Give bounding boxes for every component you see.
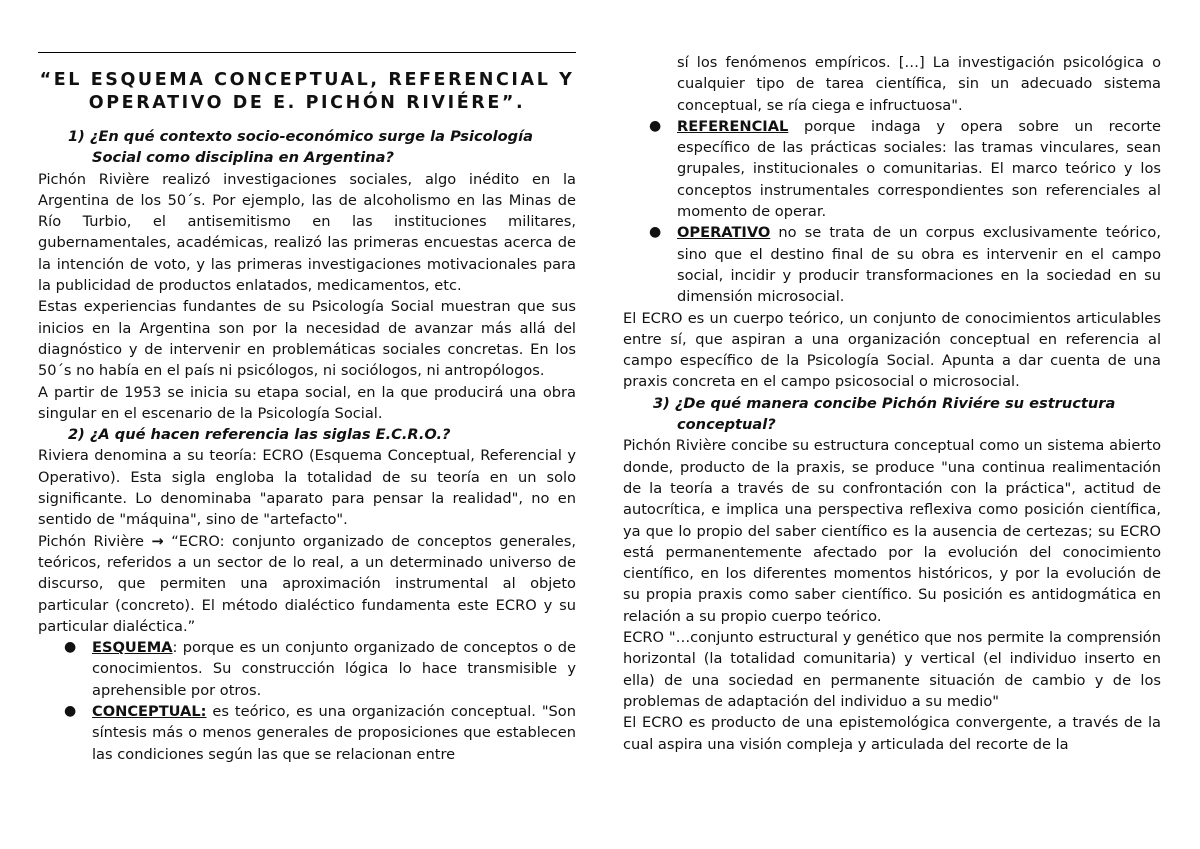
paragraph-2: Estas experiencias fundantes de su Psicología Social muestran que sus inicios en la Argentina son por la necesidad de avanzar más allá del diagnóstico y de intervenir en problemáticas sociales concretas. En los 50´s no había en el país ni psicólogos, ni sociólogos, ni antropólogos. <box>38 298 576 380</box>
paragraph-7: Pichón Rivière concibe su estructura conceptual como un sistema abierto donde, producto de la praxis, se produce "una continua realimentación de la teoría a través de su confrontación con la práctica", actitud de autocrítica, e implica una perspectiva reflexiva como posición científica, ya que lo propio del saber científico es la ausencia de certezas; su ECRO está permanentemente afectado por la evolución del conocimiento científico, en los diferentes momentos históricos, y por la evolución de su propia praxis como saber científico. Su posición es antidogmática en relación a su propio cuerpo teórico. <box>623 437 1161 625</box>
bullet-list-left <box>38 637 576 765</box>
bullet-icon: ● <box>64 703 77 720</box>
continued-quote: sí los fenómenos empíricos. […] La investigación psicológica o cualquier tipo de tarea científica, sin un adecuado sistema conceptual, se ría ciega e infructuosa". <box>677 54 1161 114</box>
question-2: 2) ¿A qué hacen referencia las siglas E.C.R.O.? <box>68 426 451 444</box>
definition-referencial: porque indaga y opera sobre un recorte específico de las prácticas sociales: las tramas vinculares, sean grupales, institucionales o comunitarias. El marco teórico y los conceptos instrumentales correspondientes son referenciales al momento de operar. <box>677 117 1161 221</box>
term-conceptual: CONCEPTUAL: <box>92 703 207 721</box>
arrow-right-icon: → <box>151 532 164 550</box>
list-item-conceptual <box>38 701 576 765</box>
definition-conceptual: es teórico, es una organización conceptual. "Son síntesis más o menos generales de proposiciones que establecen las condiciones según las que se relacionan entre <box>92 703 576 763</box>
list-item-referencial <box>623 116 1161 222</box>
term-separator: : <box>172 639 178 657</box>
bullet-icon: ● <box>64 639 77 656</box>
bullet-icon: ● <box>649 117 662 134</box>
term-operativo: OPERATIVO <box>677 224 771 242</box>
document-title: “EL ESQUEMA CONCEPTUAL, REFERENCIAL Y OPERATIVO DE E. PICHÓN RIVIÉRE”. <box>39 70 575 113</box>
list-item-esquema <box>38 637 576 701</box>
definition-esquema: porque es un conjunto organizado de conceptos o de conocimientos. Su construcción lógica lo hace transmisible y aprehensible por otros. <box>92 639 576 699</box>
definition-operativo: no se trata de un corpus exclusivamente teórico, sino que el destino final de su obra es intervenir en el campo social, incidir y producir transformaciones en la sociedad en su dimensión microsocial. <box>677 224 1161 306</box>
bullet-icon: ● <box>649 224 662 241</box>
quote-author: Pichón Rivière <box>38 532 144 550</box>
paragraph-8: ECRO "…conjunto estructural y genético que nos permite la comprensión horizontal (la totalidad comunitaria) y vertical (el individuo inserto en ella) de una sociedad en permanente situación de cambio y de los problemas de adaptación del individuo a su medio" <box>623 629 1161 710</box>
question-1: 1) ¿En qué contexto socio-económico surge la Psicología Social como disciplina en Argentina? <box>68 128 533 167</box>
left-column <box>38 126 576 765</box>
term-referencial: REFERENCIAL <box>677 117 789 135</box>
paragraph-4: Riviera denomina a su teoría: ECRO (Esquema Conceptual, Referencial y Operativo). Esta sigla engloba la totalidad de su teoría en un solo significante. Lo denominaba "aparato para pensar la realidad", no en sentido de "máquina", sino de "artefacto". <box>38 447 576 529</box>
paragraph-1: Pichón Rivière realizó investigaciones sociales, algo inédito en la Argentina de los 50´s. Por ejemplo, las de alcoholismo en las Minas de Río Turbio, el antisemitismo en las instituciones militares, gubernamentales, académicas, realizó las primeras encuestas acerca de la intención de voto, y las primeras investigaciones motivacionales para la publicidad de productos enlatados, medicamentos, etc. <box>38 170 576 295</box>
quote-text: “ECRO: conjunto organizado de conceptos generales, teóricos, referidos a un sector de lo real, a un determinado universo de discurso, que permiten una aproximación instrumental al objeto particular (concreto). El método dialéctico fundamenta este ECRO y su particular dialéctica.” <box>38 532 576 635</box>
bullet-list-right <box>623 116 1161 308</box>
right-column <box>623 52 1161 755</box>
term-esquema: ESQUEMA <box>92 639 173 657</box>
paragraph-3: A partir de 1953 se inicia su etapa social, en la que producirá una obra singular en el escenario de la Psicología Social. <box>38 383 576 422</box>
question-3: 3) ¿De qué manera concibe Pichón Riviére su estructura conceptual? <box>653 394 1116 434</box>
paragraph-9: El ECRO es producto de una epistemológica convergente, a través de la cual aspira una visión compleja y articulada del recorte de la <box>623 714 1161 753</box>
list-item-operativo <box>623 222 1161 307</box>
paragraph-5 <box>38 531 576 637</box>
paragraph-6: El ECRO es un cuerpo teórico, un conjunto de conocimientos articulables entre sí, que aspiran a una organización conceptual en referencia al campo específico de la Psicología Social. Apunta a dar cuenta de una praxis concreta en el campo psicosocial o microsocial. <box>623 309 1161 391</box>
title-rule <box>38 52 576 53</box>
